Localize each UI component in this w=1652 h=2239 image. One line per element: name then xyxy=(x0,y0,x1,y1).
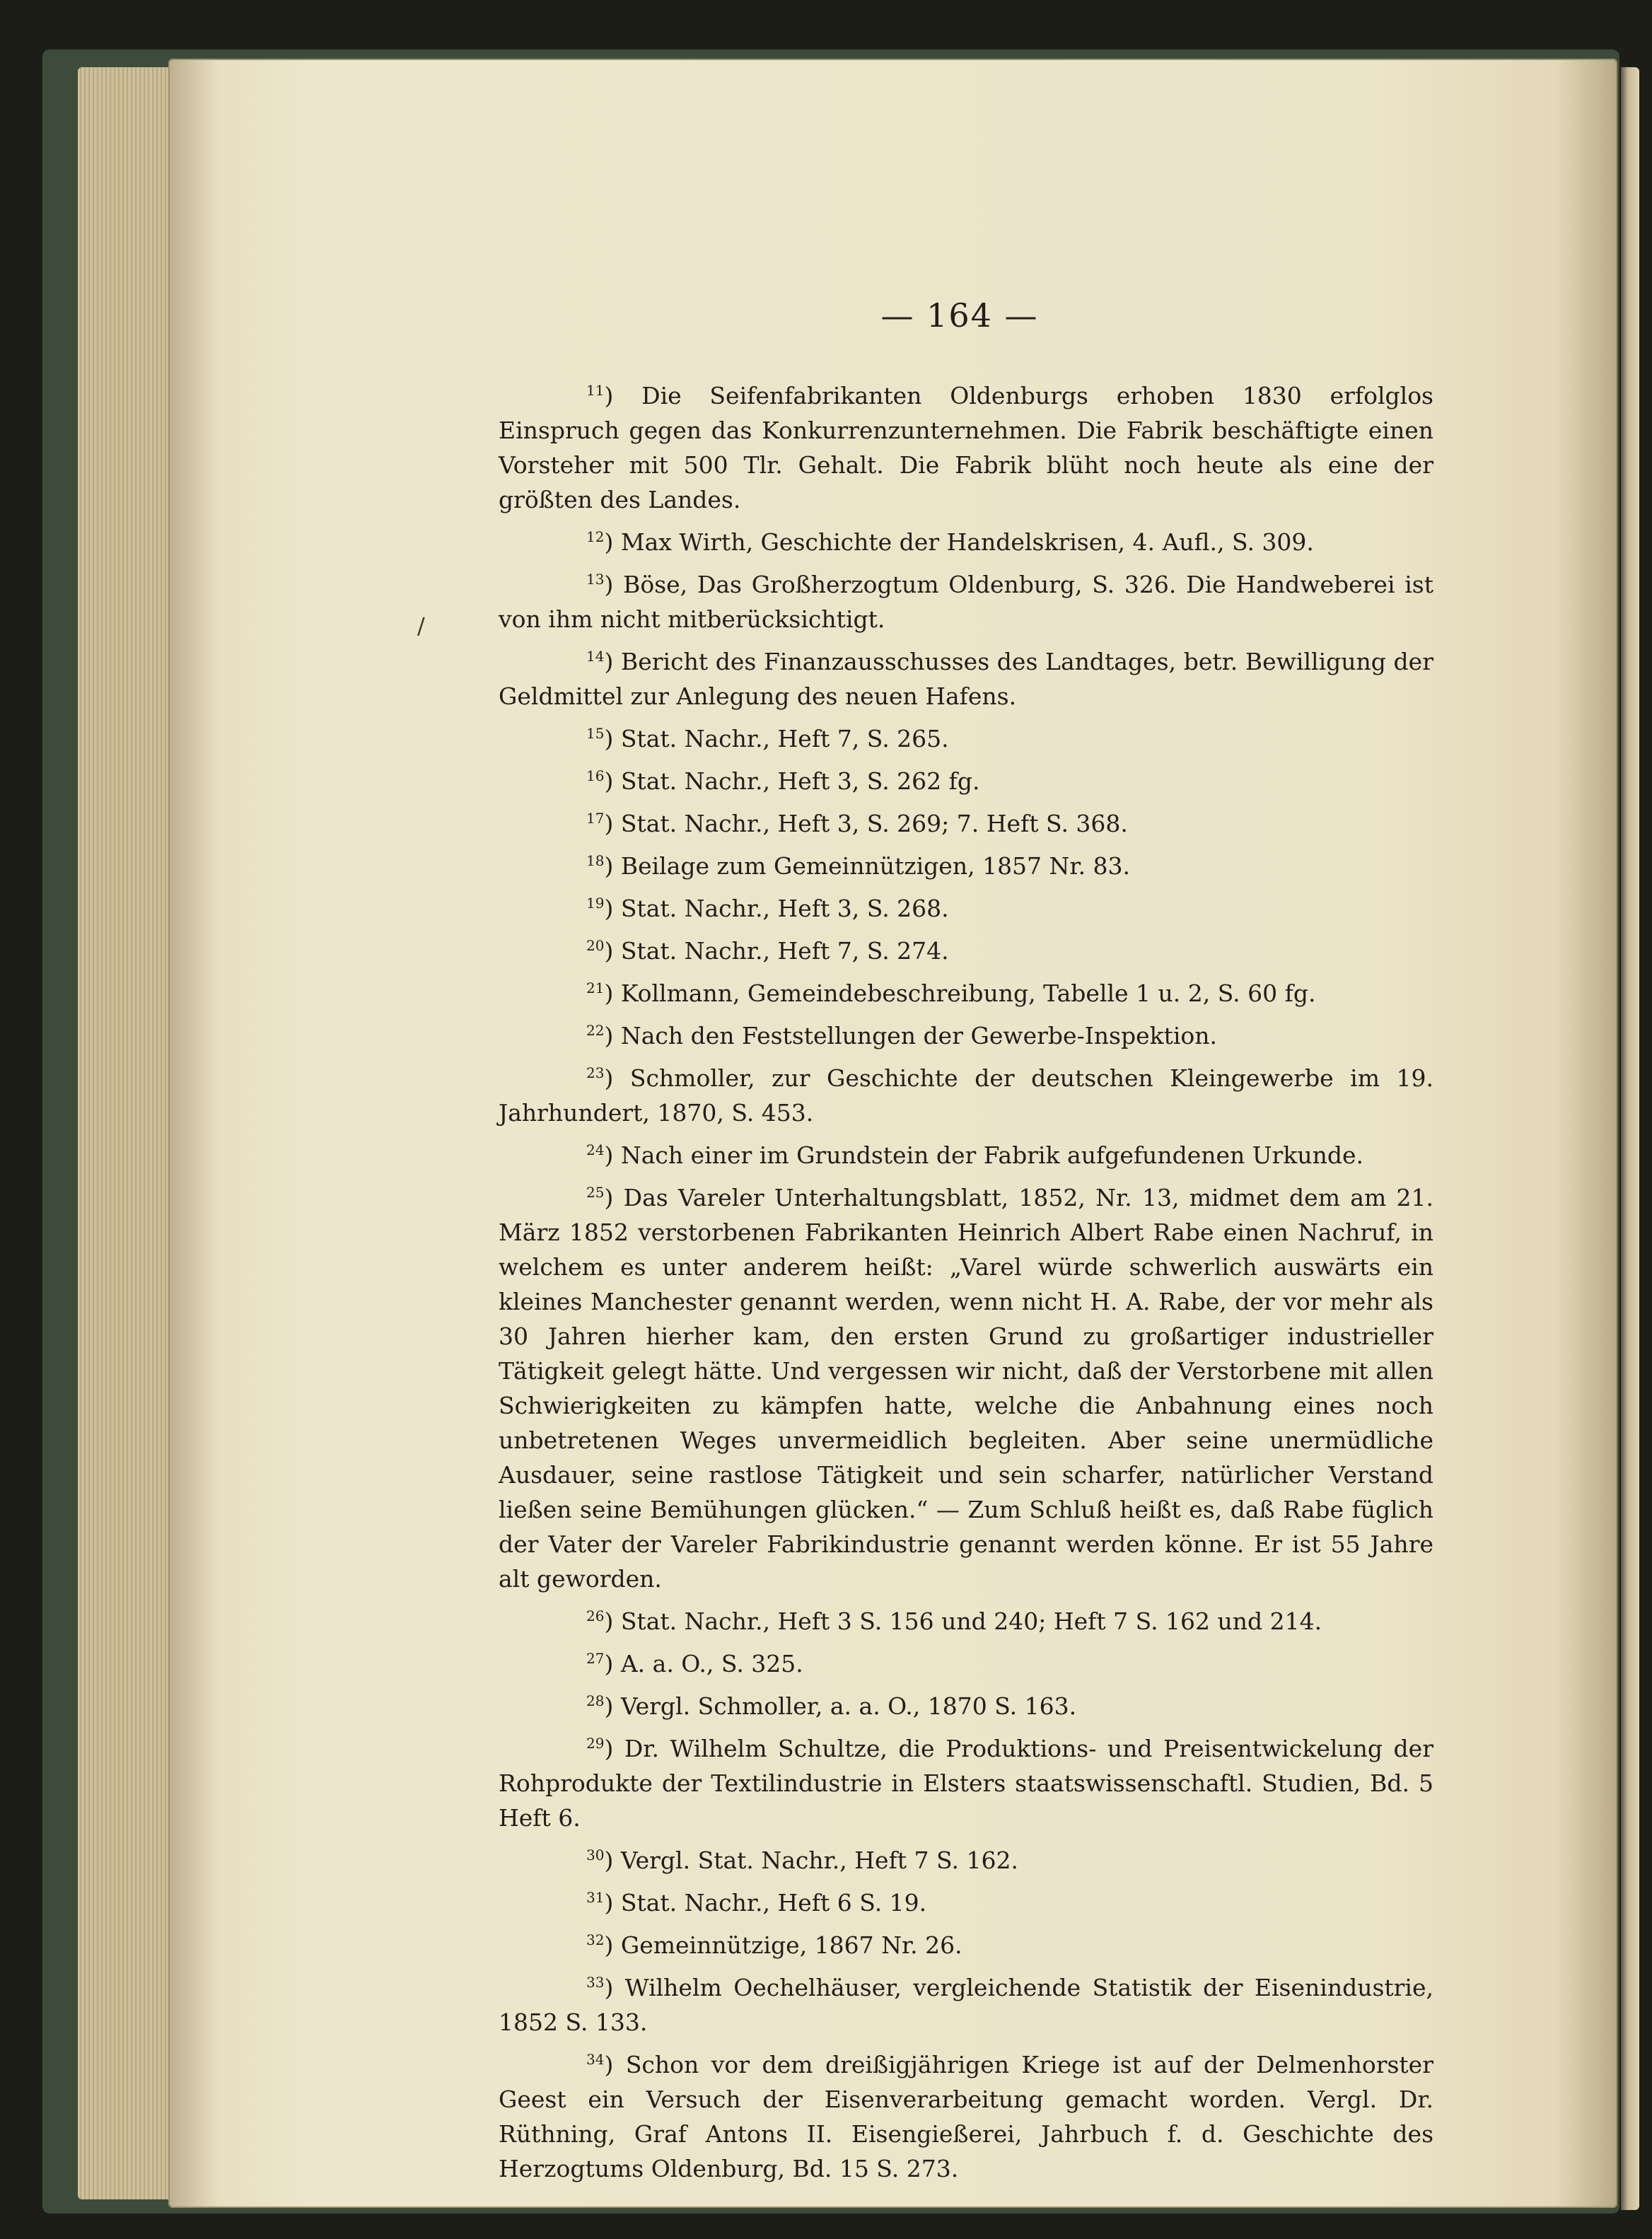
footnote-number: 34 xyxy=(586,2051,605,2068)
footnote-text: A. a. O., S. 325. xyxy=(620,1650,803,1677)
footnote-text: Bericht des Finanzausschusses des Landtages, betr. Bewilligung der Geldmittel zur Anlegung des neuen Hafens. xyxy=(499,648,1433,710)
footnote-text: Stat. Nachr., Heft 3, S. 268. xyxy=(620,895,949,922)
footnote: $^{28}$) Vergl. Schmoller, a. a. O., 1870 S. 163. xyxy=(586,1692,1077,1720)
footnote: $^{22}$) Nach den Feststellungen der Gewerbe-Inspektion. xyxy=(586,1022,1218,1049)
footnote-text: Nach einer im Grundstein der Fabrik aufgefundenen Urkunde. xyxy=(620,1141,1363,1169)
footnote-text: Wilhelm Oechelhäuser, vergleichende Statistik der Eisenindustrie, 1852 S. 133. xyxy=(499,1974,1433,2036)
footnote-number: 12 xyxy=(586,528,605,545)
footnote: $^{16}$) Stat. Nachr., Heft 3, S. 262 fg. xyxy=(586,767,980,795)
footnote: $^{18}$) Beilage zum Gemeinnützigen, 1857 Nr. 83. xyxy=(586,852,1131,880)
footnote-number: 14 xyxy=(586,648,605,665)
footnote-text: Vergl. Stat. Nachr., Heft 7 S. 162. xyxy=(620,1847,1018,1874)
footnote-number: 21 xyxy=(586,979,605,996)
footnote: $^{19}$) Stat. Nachr., Heft 3, S. 268. xyxy=(586,895,949,922)
footnote: $^{15}$) Stat. Nachr., Heft 7, S. 265. xyxy=(586,725,949,752)
footnote-number: 26 xyxy=(586,1607,605,1624)
footnote-text: Gemeinnützige, 1867 Nr. 26. xyxy=(620,1931,962,1959)
footnote: $^{11}$) Die Seifenfabrikanten Oldenburgs erhoben 1830 erfolglos Einspruch gegen das Konkurrenzunternehmen. Die Fabrik beschäftigte einen Vorsteher mit 500 Tlr. Gehalt. Die Fabrik blüht noch heute als eine der größten des Landes. xyxy=(499,382,1433,513)
footnote-text: Stat. Nachr., Heft 7, S. 265. xyxy=(620,725,949,752)
footnote-number: 29 xyxy=(586,1735,605,1752)
footnote: $^{17}$) Stat. Nachr., Heft 3, S. 269; 7. Heft S. 368. xyxy=(586,810,1128,837)
footnote-text: Stat. Nachr., Heft 3, S. 262 fg. xyxy=(620,767,980,795)
footnote: $^{30}$) Vergl. Stat. Nachr., Heft 7 S. 162. xyxy=(586,1847,1018,1874)
footnote-number: 24 xyxy=(586,1141,605,1158)
footnote: $^{26}$) Stat. Nachr., Heft 3 S. 156 und 240; Heft 7 S. 162 und 214. xyxy=(586,1607,1322,1635)
footnote-number: 32 xyxy=(586,1931,605,1948)
footnote: $^{12}$) Max Wirth, Geschichte der Handelskrisen, 4. Aufl., S. 309. xyxy=(586,528,1314,556)
footnote-text: Das Vareler Unterhaltungsblatt, 1852, Nr. 13, midmet dem am 21. März 1852 verstorbenen Fabrikanten Heinrich Albert Rabe einen Nachruf, in welchem es unter anderem heißt: „Varel würde schwerlich auswärts ein kleines Manchester genannt werden, wenn nicht H. A. Rabe, der vor mehr als 30 Jahren hierher kam, den ersten Grund zu großartiger industrieller Tätigkeit gelegt hätte. Und vergessen wir nicht, daß der Verstorbene mit allen Schwierigkeiten zu kämpfen hatte, welche die Anbahnung eines noch unbetretenen Weges unvermeidlich begleiten. Aber seine unermüdliche Ausdauer, seine rastlose Tätigkeit und sein scharfer, natürlicher Verstand ließen seine Bemühungen glücken.“ — Zum Schluß heißt es, daß Rabe füglich der Vater der Vareler Fabrikindustrie genannt werden könne. Er ist 55 Jahre alt geworden. xyxy=(499,1184,1433,1593)
footnote-number: 22 xyxy=(586,1022,605,1039)
footnote-number: 33 xyxy=(586,1974,605,1991)
footnote-number: 11 xyxy=(586,382,605,399)
footnote-number: 27 xyxy=(586,1650,605,1667)
footnote-number: 31 xyxy=(586,1889,605,1906)
margin-mark: / xyxy=(417,612,425,639)
facing-page-edge xyxy=(1621,67,1639,2210)
footnote: $^{25}$) Das Vareler Unterhaltungsblatt, 1852, Nr. 13, midmet dem am 21. März 1852 verstorbenen Fabrikanten Heinrich Albert Rabe einen Nachruf, in welchem es unter anderem heißt: „Varel würde schwerlich auswärts ein kleines Manchester genannt werden, wenn nicht H. A. Rabe, der vor mehr als 30 Jahren hierher kam, den ersten Grund zu großartiger industrieller Tätigkeit gelegt hätte. Und vergessen wir nicht, daß der Verstorbene mit allen Schwierigkeiten zu kämpfen hatte, welche die Anbahnung eines noch unbetretenen Weges unvermeidlich begleiten. Aber seine unermüdliche Ausdauer, seine rastlose Tätigkeit und sein scharfer, natürlicher Verstand ließen seine Bemühungen glücken.“ — Zum Schluß heißt es, daß Rabe füglich der Vater der Vareler Fabrikindustrie genannt werden könne. Er ist 55 Jahre alt geworden. xyxy=(499,1184,1433,1593)
footnote-number: 23 xyxy=(586,1064,605,1081)
footnote: $^{24}$) Nach einer im Grundstein der Fabrik aufgefundenen Urkunde. xyxy=(586,1141,1363,1169)
footnote-text: Stat. Nachr., Heft 3, S. 269; 7. Heft S. 368. xyxy=(620,810,1128,837)
footnote-text: Dr. Wilhelm Schultze, die Produktions- und Preisentwickelung der Rohprodukte der Textilindustrie in Elsters staatswissenschaftl. Studien, Bd. 5 Heft 6. xyxy=(499,1735,1433,1832)
footnote-number: 15 xyxy=(586,725,605,742)
footnote-text: Beilage zum Gemeinnützigen, 1857 Nr. 83. xyxy=(620,852,1131,880)
footnote-number: 16 xyxy=(586,767,605,784)
footnote: $^{14}$) Bericht des Finanzausschusses des Landtages, betr. Bewilligung der Geldmittel zur Anlegung des neuen Hafens. xyxy=(499,648,1433,710)
footnote-text: Vergl. Schmoller, a. a. O., 1870 S. 163. xyxy=(620,1692,1077,1720)
footnote-text: Kollmann, Gemeindebeschreibung, Tabelle 1 u. 2, S. 60 fg. xyxy=(620,979,1316,1007)
footnote: $^{27}$) A. a. O., S. 325. xyxy=(586,1650,803,1677)
footnote-number: 13 xyxy=(586,571,605,588)
footnote: $^{21}$) Kollmann, Gemeindebeschreibung, Tabelle 1 u. 2, S. 60 fg. xyxy=(586,979,1316,1007)
footnote-text: Die Seifenfabrikanten Oldenburgs erhoben 1830 erfolglos Einspruch gegen das Konkurrenzunternehmen. Die Fabrik beschäftigte einen Vorsteher mit 500 Tlr. Gehalt. Die Fabrik blüht noch heute als eine der größten des Landes. xyxy=(499,382,1433,513)
footnote-number: 17 xyxy=(586,810,605,827)
footnote-text: Stat. Nachr., Heft 3 S. 156 und 240; Heft 7 S. 162 und 214. xyxy=(620,1607,1322,1635)
footnote-number: 20 xyxy=(586,937,605,954)
page-content xyxy=(499,293,1433,2194)
footnote-text: Schmoller, zur Geschichte der deutschen Kleingewerbe im 19. Jahrhundert, 1870, S. 453. xyxy=(499,1064,1433,1127)
footnotes xyxy=(499,378,1433,2186)
footnote: $^{32}$) Gemeinnützige, 1867 Nr. 26. xyxy=(586,1931,962,1959)
footnote-number: 19 xyxy=(586,895,605,912)
footnote-number: 30 xyxy=(586,1847,605,1863)
footnote: $^{23}$) Schmoller, zur Geschichte der deutschen Kleingewerbe im 19. Jahrhundert, 1870, S. 453. xyxy=(499,1064,1433,1127)
footnote-number: 28 xyxy=(586,1692,605,1709)
footnote-number: 25 xyxy=(586,1184,605,1201)
footnote-text: Schon vor dem dreißigjährigen Kriege ist auf der Delmenhorster Geest ein Versuch der Eisenverarbeitung gemacht worden. Vergl. Dr. Rüthning, Graf Antons II. Eisengießerei, Jahrbuch f. d. Geschichte des Herzogtums Oldenburg, Bd. 15 S. 273. xyxy=(499,2051,1433,2182)
footnote-text: Stat. Nachr., Heft 6 S. 19. xyxy=(620,1889,927,1917)
footnote: $^{29}$) Dr. Wilhelm Schultze, die Produktions- und Preisentwickelung der Rohprodukte der Textilindustrie in Elsters staatswissenschaftl. Studien, Bd. 5 Heft 6. xyxy=(499,1735,1433,1832)
page-number: — 164 — xyxy=(880,296,1039,335)
footnote-number: 18 xyxy=(586,852,605,869)
footnote: $^{13}$) Böse, Das Großherzogtum Oldenburg, S. 326. Die Handweberei ist von ihm nicht mitberücksichtigt. xyxy=(499,571,1434,633)
footnote: $^{20}$) Stat. Nachr., Heft 7, S. 274. xyxy=(586,937,949,965)
footnote: $^{34}$) Schon vor dem dreißigjährigen Kriege ist auf der Delmenhorster Geest ein Versuch der Eisenverarbeitung gemacht worden. Vergl. Dr. Rüthning, Graf Antons II. Eisengießerei, Jahrbuch f. d. Geschichte des Herzogtums Oldenburg, Bd. 15 S. 273. xyxy=(499,2051,1433,2182)
footnote-text: Stat. Nachr., Heft 7, S. 274. xyxy=(620,937,949,965)
footnote: $^{33}$) Wilhelm Oechelhäuser, vergleichende Statistik der Eisenindustrie, 1852 S. 133. xyxy=(499,1974,1433,2036)
footnote-text: Böse, Das Großherzogtum Oldenburg, S. 326. Die Handweberei ist von ihm nicht mitberücksichtigt. xyxy=(499,571,1434,633)
footnote-text: Max Wirth, Geschichte der Handelskrisen, 4. Aufl., S. 309. xyxy=(620,528,1314,556)
footnote: $^{31}$) Stat. Nachr., Heft 6 S. 19. xyxy=(586,1889,927,1917)
footnote-text: Nach den Feststellungen der Gewerbe-Inspektion. xyxy=(620,1022,1218,1049)
